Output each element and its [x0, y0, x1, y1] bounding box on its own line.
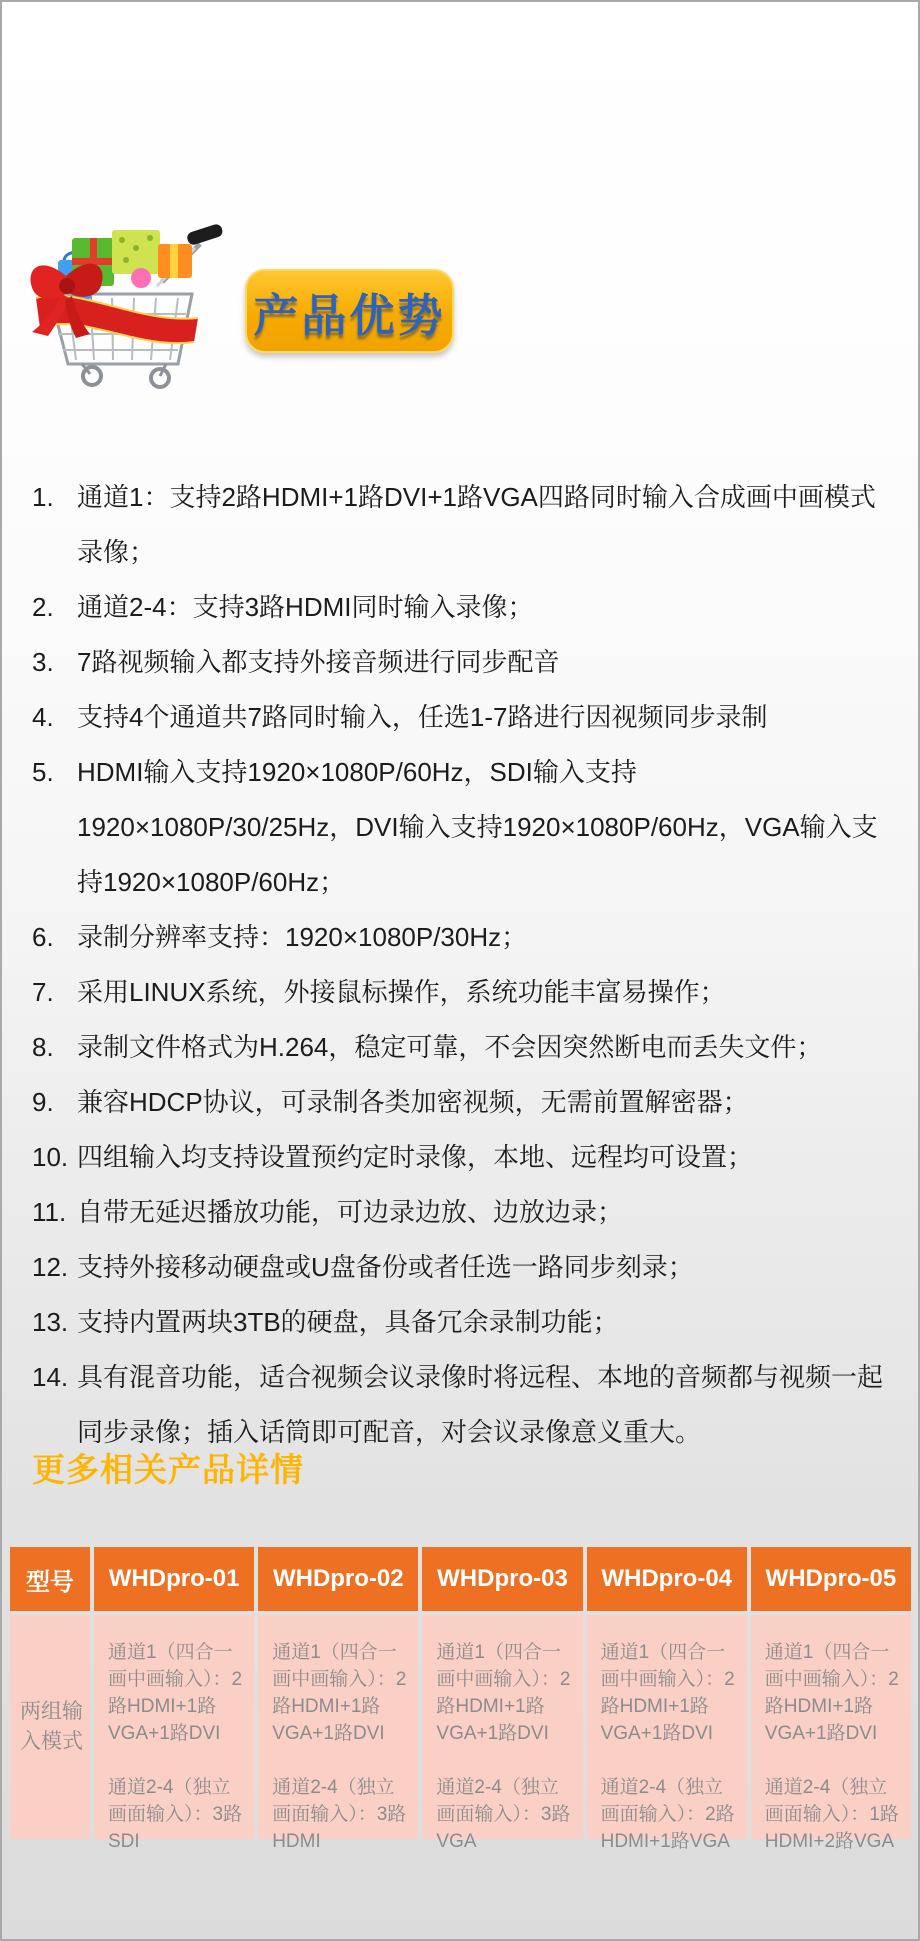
- item-text: 四组输入均支持设置预约定时录像，本地、远程均可设置；: [77, 1142, 754, 1172]
- table-cell: [94, 1615, 254, 1852]
- cell-paragraph: 通道1（四合一画中画输入）：2路HDMI+1路VGA+1路DVI: [272, 1642, 407, 1744]
- item-number: 4.: [32, 702, 54, 732]
- item-text: 7路视频输入都支持外接音频进行同步配音: [77, 647, 560, 677]
- item-number: 1.: [32, 482, 54, 512]
- item-text: 具有混音功能，适合视频会议录像时将远程、本地的音频都与视频一起同步录像；插入话筒即可配音，对会议录像意义重大。: [77, 1362, 884, 1447]
- item-number: 8.: [32, 1032, 54, 1062]
- table-cell: [258, 1615, 418, 1852]
- list-item: [32, 1075, 893, 1130]
- list-item: [32, 910, 893, 965]
- item-text: HDMI输入支持1920×1080P/60Hz，SDI输入支持1920×1080P/30/25Hz，DVI输入支持1920×1080P/60Hz，VGA输入支持1920×1080P/60Hz；: [77, 757, 878, 897]
- cell-paragraph: 通道2-4（独立画面输入）：3路SDI: [108, 1777, 243, 1852]
- cell-paragraph: 通道1（四合一画中画输入）：2路HDMI+1路VGA+1路DVI: [436, 1642, 571, 1744]
- list-item: [32, 965, 893, 1020]
- list-item: [32, 1185, 893, 1240]
- cell-paragraph: 通道1（四合一画中画输入）：2路HDMI+1路VGA+1路DVI: [764, 1642, 899, 1744]
- spec-table: [10, 1547, 911, 1852]
- item-text: 自带无延迟播放功能，可边录边放、边放边录；: [77, 1197, 624, 1227]
- table-cell: [422, 1615, 582, 1852]
- cell-paragraph: 通道2-4（独立画面输入）：3路VGA: [436, 1777, 571, 1852]
- list-item: [32, 690, 893, 745]
- item-text: 支持外接移动硬盘或U盘备份或者任选一路同步刻录；: [77, 1252, 694, 1282]
- item-number: 9.: [32, 1087, 54, 1117]
- table-header-cell: WHDpro-04: [587, 1547, 747, 1611]
- list-item: [32, 1020, 893, 1075]
- table-header-cell: WHDpro-02: [258, 1547, 418, 1611]
- table-header-cell: WHDpro-01: [94, 1547, 254, 1611]
- section-title: 更多相关产品详情: [32, 1451, 304, 1488]
- item-number: 11.: [32, 1197, 67, 1227]
- item-text: 采用LINUX系统，外接鼠标操作，系统功能丰富易操作；: [77, 977, 726, 1007]
- cell-paragraph: 通道1（四合一画中画输入）：2路HDMI+1路VGA+1路DVI: [108, 1642, 243, 1744]
- list-item: [32, 635, 893, 690]
- cell-paragraph: 通道2-4（独立画面输入）：2路HDMI+1路VGA: [600, 1777, 735, 1852]
- item-number: 7.: [32, 977, 54, 1007]
- table-cell: [587, 1615, 747, 1852]
- item-number: 10.: [32, 1142, 69, 1172]
- item-text: 通道1：支持2路HDMI+1路DVI+1路VGA四路同时输入合成画中画模式录像；: [77, 482, 876, 567]
- gift-cart-icon: [20, 202, 240, 392]
- table-header-cell: WHDpro-05: [751, 1547, 911, 1611]
- item-text: 支持内置两块3TB的硬盘，具备冗余录制功能；: [77, 1307, 619, 1337]
- advantages-badge-label: 产品优势: [253, 289, 446, 341]
- cell-paragraph: 通道2-4（独立画面输入）：1路HDMI+2路VGA: [764, 1777, 899, 1852]
- list-item: [32, 1240, 893, 1295]
- item-text: 录制分辨率支持：1920×1080P/30Hz；: [77, 922, 528, 952]
- list-item: [32, 745, 893, 910]
- item-text: 录制文件格式为H.264，稳定可靠，不会因突然断电而丢失文件；: [77, 1032, 823, 1062]
- table-cell: [751, 1615, 911, 1852]
- item-text: 兼容HDCP协议，可录制各类加密视频，无需前置解密器；: [77, 1087, 749, 1117]
- item-number: 5.: [32, 757, 54, 787]
- item-number: 2.: [32, 592, 54, 622]
- advantages-badge: [245, 269, 454, 353]
- list-item: [32, 470, 893, 580]
- table-header-cell: WHDpro-03: [422, 1547, 582, 1611]
- table-row-label: 两组输入模式: [10, 1615, 90, 1839]
- item-text: 支持4个通道共7路同时输入，任选1-7路进行因视频同步录制: [77, 702, 768, 732]
- item-number: 14.: [32, 1362, 69, 1392]
- cell-paragraph: 通道1（四合一画中画输入）：2路HDMI+1路VGA+1路DVI: [600, 1642, 735, 1744]
- list-item: [32, 1130, 893, 1185]
- cell-paragraph: 通道2-4（独立画面输入）：3路HDMI: [272, 1777, 407, 1852]
- list-item: [32, 580, 893, 635]
- advantages-list: [32, 470, 893, 1460]
- list-item: [32, 1295, 893, 1350]
- item-number: 3.: [32, 647, 54, 677]
- item-number: 13.: [32, 1307, 69, 1337]
- item-number: 6.: [32, 922, 54, 952]
- table-header-cell: 型号: [10, 1547, 90, 1611]
- item-number: 12.: [32, 1252, 69, 1282]
- item-text: 通道2-4：支持3路HDMI同时输入录像；: [77, 592, 534, 622]
